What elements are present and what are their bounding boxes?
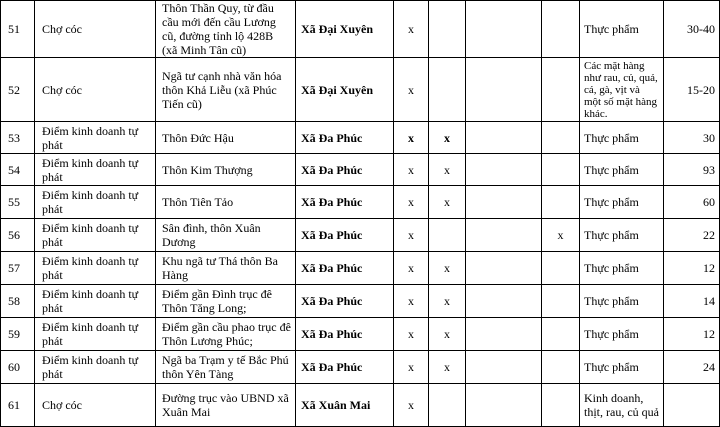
market-type: Điểm kinh doanh tự phát [35,154,156,186]
table-row [1,285,720,318]
mark-col-1: x [394,252,429,285]
mark-col-3 [466,122,542,154]
mark-col-2 [429,58,466,122]
goods-type: Thực phẩm [580,219,664,252]
mark-col-4 [542,154,580,186]
mark-col-2: x [429,318,466,351]
area-value [664,384,720,427]
goods-type: Thực phẩm [580,186,664,219]
location-address: Sân đình, thôn Xuân Dương [156,219,296,252]
table-row [1,1,720,58]
row-number: 57 [1,252,35,285]
row-number: 53 [1,122,35,154]
location-address: Đường trục vào UBND xã Xuân Mai [156,384,296,427]
mark-col-2 [429,384,466,427]
goods-type: Thực phẩm [580,351,664,384]
mark-col-4 [542,351,580,384]
mark-col-4 [542,122,580,154]
goods-type: Thực phẩm [580,122,664,154]
mark-col-3 [466,285,542,318]
mark-col-3 [466,252,542,285]
commune-name: Xã Đại Xuyên [296,1,394,58]
commune-name: Xã Đa Phúc [296,122,394,154]
mark-col-3 [466,154,542,186]
goods-type: Thực phẩm [580,154,664,186]
mark-col-2: x [429,186,466,219]
location-address: Ngã tư cạnh nhà văn hóa thôn Khả Liễu (xã Phúc Tiến cũ) [156,58,296,122]
goods-type: Thực phẩm [580,318,664,351]
area-value: 30-40 [664,1,720,58]
market-type: Điểm kinh doanh tự phát [35,318,156,351]
location-address: Thôn Tiên Tảo [156,186,296,219]
area-value: 30 [664,122,720,154]
row-number: 51 [1,1,35,58]
commune-name: Xã Đại Xuyên [296,58,394,122]
table-row [1,252,720,285]
mark-col-3 [466,219,542,252]
row-number: 54 [1,154,35,186]
mark-col-1: x [394,351,429,384]
mark-col-1: x [394,318,429,351]
mark-col-2 [429,219,466,252]
mark-col-1: x [394,122,429,154]
market-type: Điểm kinh doanh tự phát [35,122,156,154]
location-address: Thôn Thần Quy, từ đầu cầu mới đến cầu Lương cũ, đường tỉnh lộ 428B (xã Minh Tân cũ) [156,1,296,58]
market-type: Chợ cóc [35,1,156,58]
market-type: Điểm kinh doanh tự phát [35,186,156,219]
row-number: 58 [1,285,35,318]
commune-name: Xã Đa Phúc [296,351,394,384]
mark-col-3 [466,384,542,427]
table-row [1,219,720,252]
table-row [1,318,720,351]
mark-col-2: x [429,154,466,186]
table-row [1,154,720,186]
area-value: 14 [664,285,720,318]
mark-col-3 [466,186,542,219]
mark-col-2: x [429,285,466,318]
mark-col-2: x [429,351,466,384]
market-type: Điểm kinh doanh tự phát [35,351,156,384]
area-value: 24 [664,351,720,384]
mark-col-1: x [394,219,429,252]
mark-col-4 [542,285,580,318]
goods-type: Thực phẩm [580,252,664,285]
commune-name: Xã Đa Phúc [296,219,394,252]
area-value: 12 [664,318,720,351]
goods-type: Thực phẩm [580,285,664,318]
location-address: Thôn Kim Thượng [156,154,296,186]
location-address: Điểm gần cầu phao trục đê Thôn Lương Phúc; [156,318,296,351]
mark-col-4 [542,58,580,122]
mark-col-3 [466,1,542,58]
location-address: Khu ngã tư Thá thôn Ba Hàng [156,252,296,285]
table-row [1,186,720,219]
table-row [1,351,720,384]
row-number: 61 [1,384,35,427]
row-number: 55 [1,186,35,219]
goods-type: Thực phẩm [580,1,664,58]
commune-name: Xã Đa Phúc [296,252,394,285]
goods-type: Kinh doanh, thịt, rau, củ quả [580,384,664,427]
market-type: Chợ cóc [35,58,156,122]
mark-col-4 [542,318,580,351]
mark-col-4 [542,384,580,427]
goods-type: Các mặt hàng như rau, củ, quả, cá, gà, vịt và một số mặt hàng khác. [580,58,664,122]
mark-col-3 [466,58,542,122]
market-type: Điểm kinh doanh tự phát [35,252,156,285]
area-value: 15-20 [664,58,720,122]
commune-name: Xã Xuân Mai [296,384,394,427]
row-number: 60 [1,351,35,384]
mark-col-4: x [542,219,580,252]
mark-col-2: x [429,122,466,154]
area-value: 60 [664,186,720,219]
location-address: Thôn Đức Hậu [156,122,296,154]
row-number: 59 [1,318,35,351]
area-value: 12 [664,252,720,285]
table-row [1,58,720,122]
mark-col-1: x [394,1,429,58]
mark-col-1: x [394,384,429,427]
mark-col-1: x [394,186,429,219]
mark-col-3 [466,351,542,384]
row-number: 52 [1,58,35,122]
table-row [1,122,720,154]
location-address: Ngã ba Trạm y tế Bắc Phú thôn Yên Tàng [156,351,296,384]
mark-col-4 [542,1,580,58]
market-type: Điểm kinh doanh tự phát [35,285,156,318]
mark-col-4 [542,252,580,285]
mark-col-1: x [394,154,429,186]
commune-name: Xã Đa Phúc [296,186,394,219]
table-row [1,384,720,427]
mark-col-1: x [394,58,429,122]
mark-col-1: x [394,285,429,318]
mark-col-3 [466,318,542,351]
mark-col-4 [542,186,580,219]
row-number: 56 [1,219,35,252]
commune-name: Xã Đa Phúc [296,318,394,351]
mark-col-2 [429,1,466,58]
market-type: Điểm kinh doanh tự phát [35,219,156,252]
commune-name: Xã Đa Phúc [296,285,394,318]
location-address: Điểm gần Đình trục đê Thôn Tăng Long; [156,285,296,318]
market-type: Chợ cóc [35,384,156,427]
mark-col-2: x [429,252,466,285]
commune-name: Xã Đa Phúc [296,154,394,186]
area-value: 93 [664,154,720,186]
area-value: 22 [664,219,720,252]
